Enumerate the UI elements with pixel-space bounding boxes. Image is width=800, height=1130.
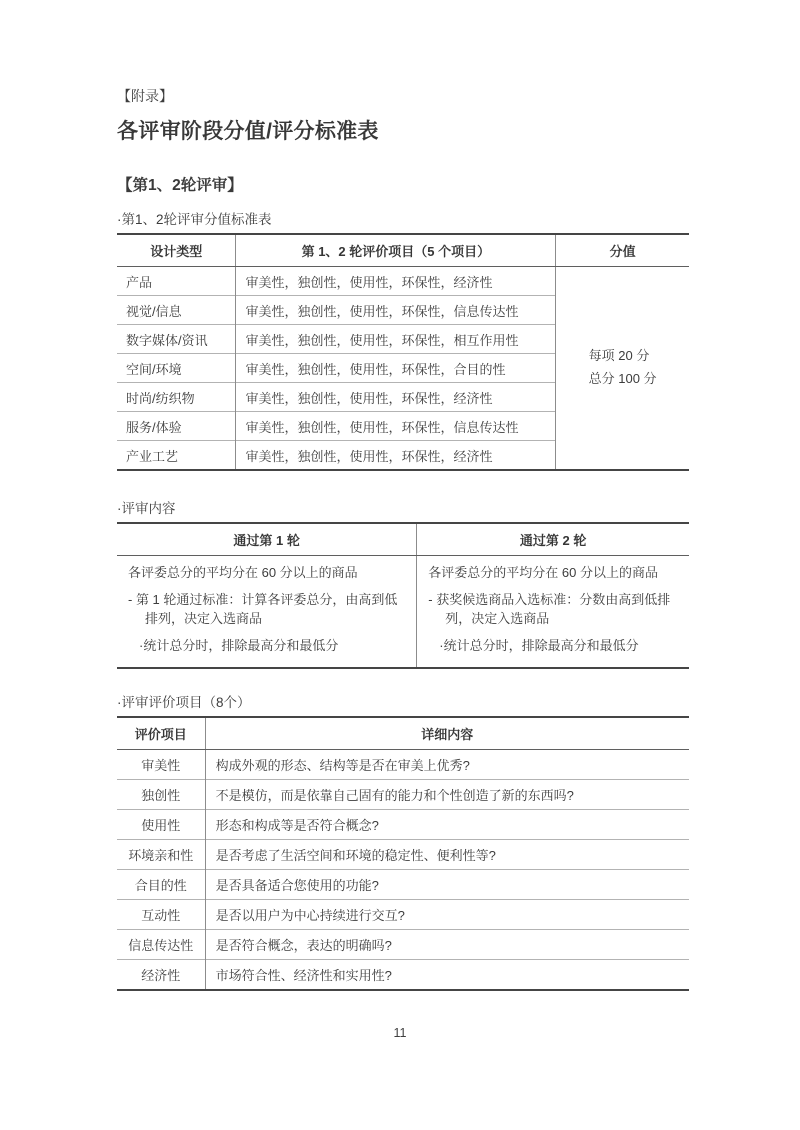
table2-caption: ·评审内容 [117, 501, 176, 517]
evaluation-item-cell: 独创性 [117, 779, 205, 809]
evaluation-item-cell: 使用性 [117, 809, 205, 839]
criteria-cell: 审美性，独创性，使用性，环保性，经济性 [236, 267, 556, 296]
round2-intro: 各评委总分的平均分在 60 分以上的商品 [428, 565, 658, 581]
round2-content-cell [417, 556, 689, 668]
round2-note: ·统计总分时，排除最高分和最低分 [439, 637, 639, 653]
evaluation-detail-cell: 是否符合概念，表达的明确吗? [205, 929, 689, 959]
criteria-cell: 审美性，独创性，使用性，环保性，经济性 [236, 383, 556, 412]
criteria-cell: 审美性，独创性，使用性，环保性，经济性 [236, 441, 556, 471]
evaluation-item-cell: 审美性 [141, 757, 181, 773]
table1-header-criteria: 第 1、2 轮评价项目（5 个项目） [236, 234, 556, 267]
round1-content-cell [117, 556, 417, 668]
table2-header-round2: 通过第 2 轮 [417, 523, 689, 556]
score-standard-table [117, 233, 689, 471]
page-number: 11 [393, 1026, 407, 1040]
table-row [117, 959, 689, 990]
round1-bullet: - 第 1 轮通过标准：计算各评委总分，由高到低排列，决定入选商品 [128, 592, 398, 626]
table-row [117, 749, 689, 779]
criteria-cell: 审美性，独创性，使用性，环保性，相互作用性 [236, 325, 556, 354]
evaluation-detail-cell: 形态和构成等是否符合概念? [205, 809, 689, 839]
review-content-table [117, 522, 689, 668]
table-row [117, 929, 689, 959]
score-note [589, 345, 657, 391]
table3-caption: ·评审评价项目（8个） [117, 694, 251, 710]
score-merged-cell [556, 267, 689, 471]
document-content [117, 87, 689, 991]
evaluation-detail-cell: 是否以用户为中心持续进行交互? [205, 899, 689, 929]
design-type-cell: 空间/环境 [117, 354, 236, 383]
criteria-cell: 审美性，独创性，使用性，环保性，信息传达性 [236, 296, 556, 325]
criteria-cell: 审美性，独创性，使用性，环保性，合目的性 [236, 354, 556, 383]
page-title: 各评审阶段分值/评分标准表 [117, 120, 379, 144]
table1-caption: ·第1、2轮评审分值标准表 [117, 212, 272, 228]
score-note-line2: 总分 100 分 [588, 371, 657, 387]
design-type-cell: 时尚/纺织物 [117, 383, 236, 412]
table-header-row [117, 234, 689, 267]
evaluation-detail-cell: 是否考虑了生活空间和环境的稳定性、便利性等? [205, 839, 689, 869]
appendix-label: 【附录】 [117, 88, 173, 104]
table-row [117, 267, 689, 296]
criteria-cell: 审美性，独创性，使用性，环保性，信息传达性 [236, 412, 556, 441]
table-row [117, 839, 689, 869]
round1-note: ·统计总分时，排除最高分和最低分 [139, 637, 339, 653]
evaluation-item-cell: 合目的性 [117, 869, 205, 899]
table-row [117, 779, 689, 809]
table-header-row [117, 717, 689, 750]
evaluation-detail-cell: 不是模仿，而是依靠自己固有的能力和个性创造了新的东西吗? [205, 779, 689, 809]
design-type-cell: 产业工艺 [117, 441, 236, 471]
design-type-cell: 数字媒体/资讯 [117, 325, 236, 354]
design-type-cell: 服务/体验 [117, 412, 236, 441]
evaluation-item-cell: 环境亲和性 [117, 839, 205, 869]
section-heading-round1-2: 【第1、2轮评审】 [117, 177, 243, 195]
table1-header-score: 分值 [556, 234, 689, 267]
table-header-row [117, 523, 689, 556]
design-type-cell: 视觉/信息 [117, 296, 236, 325]
evaluation-detail-cell: 构成外观的形态、结构等是否在审美上优秀? [205, 749, 689, 779]
evaluation-detail-cell: 是否具备适合您使用的功能? [205, 869, 689, 899]
table-row [117, 809, 689, 839]
evaluation-item-cell: 信息传达性 [117, 929, 205, 959]
design-type-cell: 产品 [126, 274, 153, 290]
evaluation-item-cell: 互动性 [117, 899, 205, 929]
table3-header-item: 评价项目 [117, 717, 205, 750]
table3-header-detail: 详细内容 [205, 717, 689, 750]
table2-header-round1: 通过第 1 轮 [117, 523, 417, 556]
table-row [117, 869, 689, 899]
round2-bullet: - 获奖候选商品入选标准：分数由高到低排列，决定入选商品 [428, 592, 671, 626]
table-row [117, 556, 689, 668]
round1-intro: 各评委总分的平均分在 60 分以上的商品 [128, 565, 358, 581]
evaluation-item-cell: 经济性 [117, 959, 205, 990]
evaluation-detail-cell: 市场符合性、经济性和实用性? [205, 959, 689, 990]
evaluation-items-table [117, 716, 689, 991]
table-row [117, 899, 689, 929]
table1-header-design-type: 设计类型 [117, 234, 236, 267]
score-note-line1: 每项 20 分 [588, 348, 650, 364]
